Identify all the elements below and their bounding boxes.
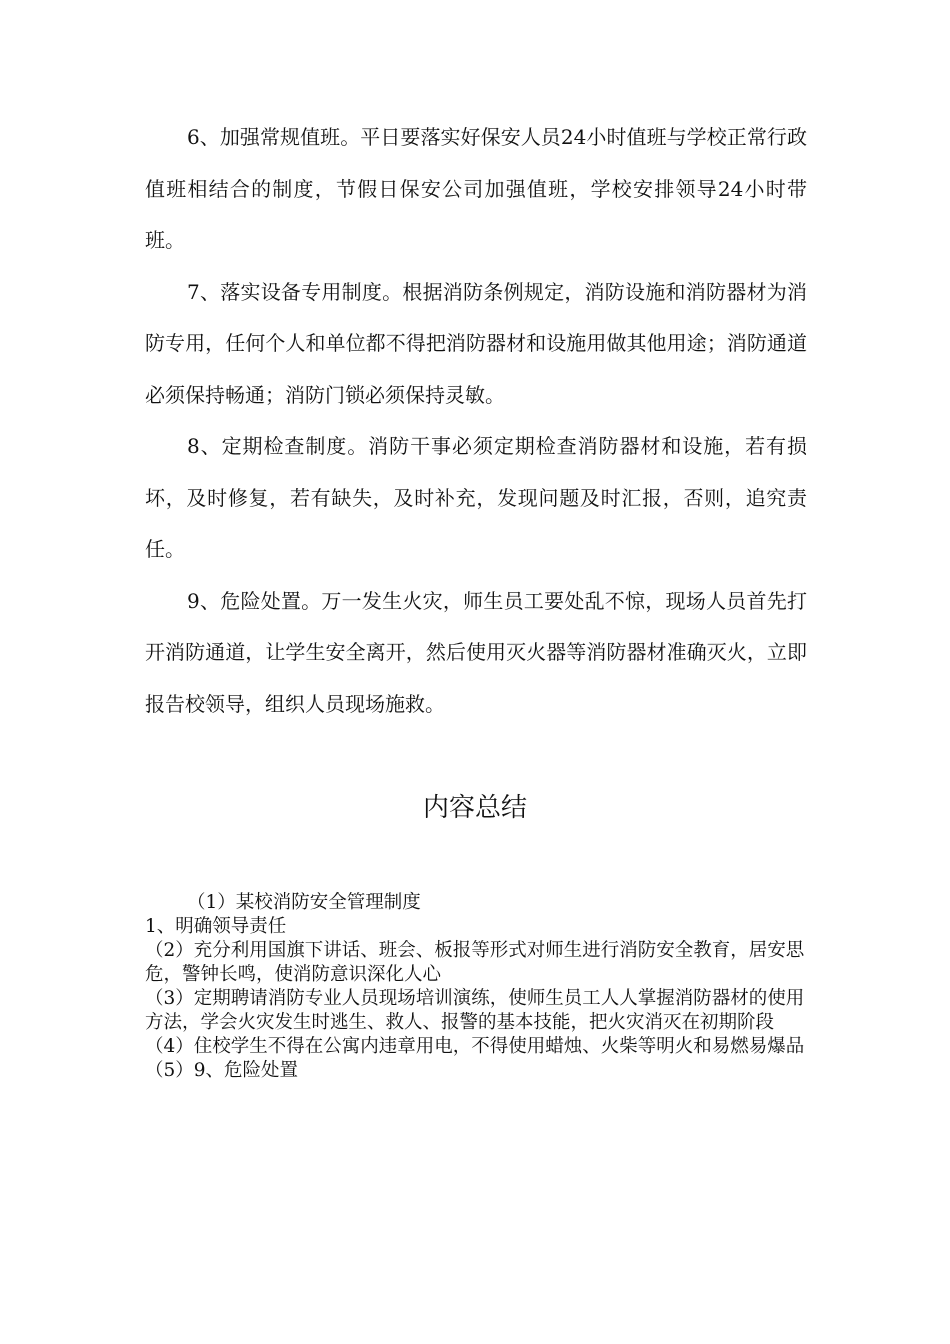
document-body: [145, 112, 807, 730]
paragraph-regular-inspection: 8、定期检查制度。消防干事必须定期检查消防器材和设施，若有损坏，及时修复，若有缺失，及时补充，发现问题及时汇报，否则，追究责任。: [145, 434, 807, 561]
summary-item: 1、明确领导责任: [145, 916, 287, 937]
summary-item: （3）定期聘请消防专业人员现场培训演练，使师生员工人人掌握消防器材的使用方法，学会火灾发生时逃生、救人、报警的基本技能，把火灾消灭在初期阶段: [145, 988, 805, 1033]
summary-item: （4）住校学生不得在公寓内违章用电，不得使用蜡烛、火柴等明火和易燃易爆品: [145, 1036, 805, 1057]
summary-item: （5）9、危险处置: [145, 1060, 299, 1081]
paragraph-emergency-handling: 9、危险处置。万一发生火灾，师生员工要处乱不惊，现场人员首先打开消防通道，让学生安全离开，然后使用灭火器等消防器材准确灭火，立即报告校领导，组织人员现场施救。: [145, 588, 807, 716]
summary-item: （2）充分利用国旗下讲话、班会、板报等形式对师生进行消防安全教育，居安思危，警钟长鸣，使消防意识深化人心: [145, 940, 805, 985]
summary-title: 内容总结: [422, 793, 527, 823]
summary-item: （1）某校消防安全管理制度: [187, 892, 421, 913]
summary-list: [145, 891, 807, 1083]
paragraph-duty-shift: 6、加强常规值班。平日要落实好保安人员24小时值班与学校正常行政值班相结合的制度，节假日保安公司加强值班，学校安排领导24小时带班。: [145, 125, 807, 252]
paragraph-equipment-use: 7、落实设备专用制度。根据消防条例规定，消防设施和消防器材为消防专用，任何个人和单位都不得把消防器材和设施用做其他用途；消防通道必须保持畅通；消防门锁必须保持灵敏。: [145, 279, 807, 407]
